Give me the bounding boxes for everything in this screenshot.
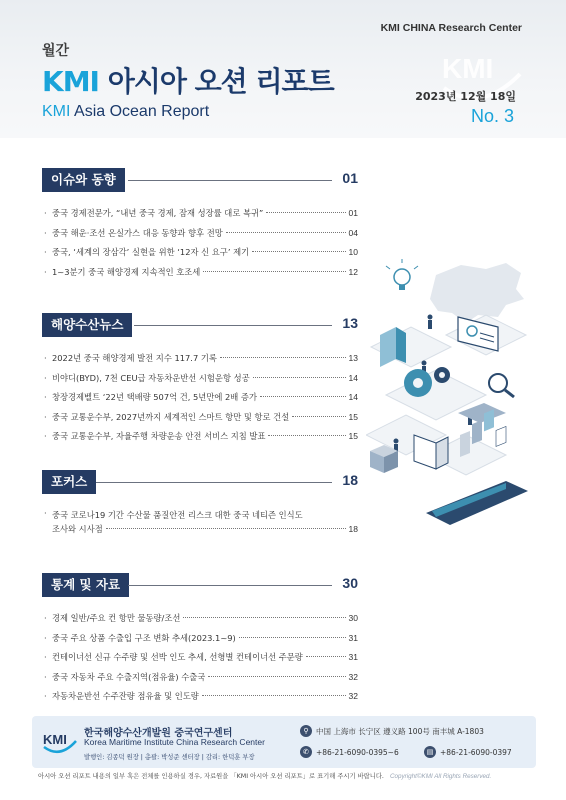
- toc-list: [42, 506, 358, 536]
- svg-text:KMI: KMI: [43, 732, 67, 747]
- toc-list: [42, 204, 358, 282]
- report-subtitle: [42, 103, 209, 121]
- cargo-box-icon: [370, 445, 398, 473]
- toc-item[interactable]: · 비야디(BYD), 7천 CEU급 자동차운반선 시험운항 성공 14: [44, 372, 358, 383]
- section-label: 해양수산뉴스: [42, 313, 132, 337]
- toc-item[interactable]: · 2022년 중국 해양경제 발전 지수 117.7 기록 13: [44, 353, 358, 363]
- toc-item[interactable]: · 중국 코로나19 기간 수산물 품질안전 리스크 대한 중국 네티즌 인식도 조사와 시사점 18: [44, 508, 358, 534]
- section-page: 01: [342, 170, 358, 186]
- toc-item[interactable]: · 중국 경제전문가, “내년 중국 경제, 잠재 성장률 대로 복귀” 01: [44, 208, 358, 218]
- report-title: [42, 60, 334, 100]
- toc-item[interactable]: · 창장경제벨트 ‘22년 택배량 507억 건, 5년만에 2배 증가 14: [44, 392, 358, 402]
- section-page: 13: [342, 315, 358, 331]
- section-rule: [128, 585, 332, 586]
- footer-bar: [32, 716, 536, 768]
- section-page: 18: [342, 472, 358, 488]
- toc-item[interactable]: · 중국 교통운수부, 자율주행 차량운송 안전 서비스 지침 발표 15: [44, 431, 358, 441]
- section-rule: [128, 180, 332, 181]
- maritime-isometric-illustration: [366, 255, 531, 545]
- fax-line[interactable]: ▤ +86-21-6090-0397: [424, 746, 512, 758]
- section-page: 30: [342, 575, 358, 591]
- china-map-icon: [430, 263, 524, 323]
- phone-line[interactable]: ✆ +86-21-6090-0395~6: [300, 746, 399, 758]
- phone-icon: ✆: [300, 746, 312, 758]
- section-issues: [42, 168, 358, 282]
- lightbulb-icon: [386, 259, 418, 290]
- toc-item[interactable]: · 중국 주요 상품 수출입 구조 변화 추세(2023.1~9) 31: [44, 632, 358, 643]
- section-header: [42, 573, 358, 599]
- org-name-en: Korea Maritime Institute China Research Center: [84, 737, 265, 747]
- center-tag: KMI CHINA Research Center: [380, 22, 522, 34]
- toc-item[interactable]: · 중국, ‘세계의 장삼각’ 실현을 위한 ‘12자 신 요구’ 제기 10: [44, 247, 358, 257]
- toc-item[interactable]: · 경제 일반/주요 컨 항만 물동량/조선 30: [44, 613, 358, 623]
- title-text: 아시아 오션 리포트: [98, 65, 334, 98]
- section-statistics: [42, 573, 358, 707]
- toc-item[interactable]: · 중국 자동차 주요 수출지역(점유율) 수출국 32: [44, 671, 358, 682]
- section-label: 이슈와 동향: [42, 168, 125, 192]
- issue-date: 2023년 12월 18일: [415, 90, 516, 103]
- toc-item[interactable]: · 자동차운반선 수주잔량 점유율 및 인도량 32: [44, 691, 358, 701]
- toc-item[interactable]: · 1~3분기 중국 해양경제 지속적인 호조세 12: [44, 266, 358, 277]
- toc-list: [42, 349, 358, 447]
- section-header: [42, 313, 358, 339]
- kmi-logo: [42, 727, 78, 755]
- toc-item[interactable]: · 컨테이너선 신규 수주량 및 선박 인도 추세, 선형별 컨테이너선 주문량 31: [44, 652, 358, 662]
- section-news: [42, 313, 358, 447]
- section-label: 통계 및 자료: [42, 573, 129, 597]
- title-kmi: KMI: [42, 65, 99, 98]
- subtitle-kmi: KMI: [42, 103, 71, 120]
- monthly-label: 월간: [42, 43, 70, 59]
- address-line: ⚲ 中国 上海市 长宁区 遵义路 100号 南丰城 A-1803: [300, 725, 484, 737]
- copyright: Copyright©KMI All Rights Reserved.: [389, 773, 492, 780]
- meeting-table-icon: [458, 403, 506, 423]
- section-focus: [42, 470, 358, 536]
- report-header: [0, 0, 566, 138]
- org-name: 한국해양수산개발원 중국연구센터: [84, 728, 233, 739]
- svg-text:KMI: KMI: [442, 53, 494, 84]
- section-label: 포커스: [42, 470, 96, 494]
- citation-notice: 아시아 오션 리포트 내용의 일부 혹은 전체를 인용하실 경우, 자료원을 「KMI 아시아 오션 리포트」로 표기해 주시기 바랍니다. Copyright©KMI All Rights Reserved.: [38, 773, 492, 780]
- section-header: [42, 470, 358, 496]
- toc-list: [42, 609, 358, 707]
- building-icon: [380, 327, 406, 367]
- section-rule: [96, 482, 332, 483]
- toc-item[interactable]: · 중국 해운·조선 온실가스 대응 동향과 향후 전망 04: [44, 227, 358, 238]
- subtitle-text: Asia Ocean Report: [70, 103, 210, 120]
- fax-icon: ▤: [424, 746, 436, 758]
- toc-item[interactable]: · 중국 교통운수부, 2027년까지 세계적인 스마트 항만 및 항로 건설 15: [44, 411, 358, 422]
- section-header: [42, 168, 358, 194]
- issue-number: No. 3: [470, 106, 514, 126]
- section-rule: [134, 325, 332, 326]
- magnifier-icon: [489, 374, 514, 397]
- location-pin-icon: ⚲: [300, 725, 312, 737]
- staff-credits: 발행인: 김종덕 원장 | 총괄: 박성준 센터장 | 감리: 한덕훈 부장: [84, 754, 255, 761]
